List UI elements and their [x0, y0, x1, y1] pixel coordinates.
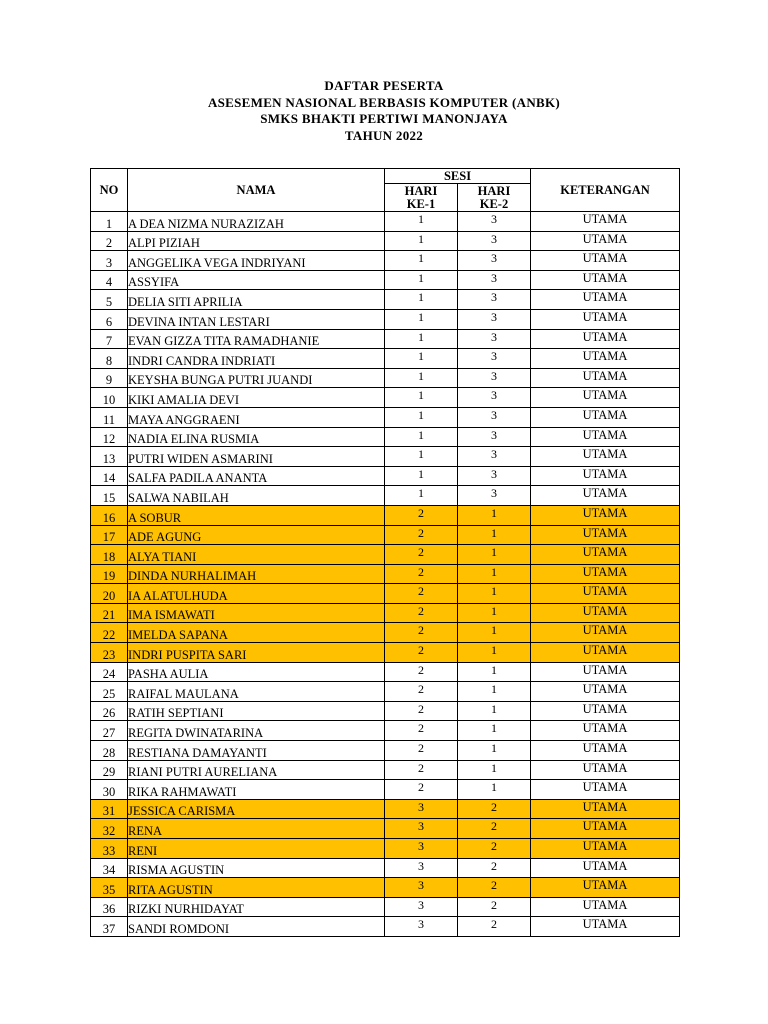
cell-hari-1: 1: [385, 309, 458, 329]
cell-nama: IA ALATULHUDA: [128, 584, 385, 604]
table-row: [91, 623, 680, 643]
table-body: [91, 212, 680, 937]
cell-keterangan: UTAMA: [531, 290, 680, 310]
cell-hari-1: 1: [385, 447, 458, 467]
cell-hari-2: 1: [458, 505, 531, 525]
table-row: [91, 545, 680, 565]
header-no: NO: [91, 169, 128, 212]
cell-hari-1: 1: [385, 427, 458, 447]
cell-no: 29: [91, 760, 128, 780]
cell-nama: SALFA PADILA ANANTA: [128, 466, 385, 486]
cell-hari-1: 2: [385, 780, 458, 800]
cell-keterangan: UTAMA: [531, 329, 680, 349]
cell-hari-1: 1: [385, 349, 458, 369]
cell-nama: RATIH SEPTIANI: [128, 701, 385, 721]
cell-nama: PASHA AULIA: [128, 662, 385, 682]
title-line-4: TAHUN 2022: [344, 127, 424, 143]
table-row: [91, 799, 680, 819]
cell-nama: DEVINA INTAN LESTARI: [128, 309, 385, 329]
cell-hari-2: 3: [458, 212, 531, 232]
table-row: [91, 407, 680, 427]
cell-hari-2: 2: [458, 917, 531, 937]
cell-keterangan: UTAMA: [531, 584, 680, 604]
cell-hari-1: 2: [385, 623, 458, 643]
cell-keterangan: UTAMA: [531, 486, 680, 506]
cell-nama: KEYSHA BUNGA PUTRI JUANDI: [128, 368, 385, 388]
cell-keterangan: UTAMA: [531, 270, 680, 290]
table-row: [91, 662, 680, 682]
cell-hari-1: 3: [385, 799, 458, 819]
cell-hari-1: 1: [385, 368, 458, 388]
title-line-3: SMKS BHAKTI PERTIWI MANONJAYA: [260, 111, 508, 126]
cell-hari-2: 2: [458, 858, 531, 878]
cell-hari-1: 2: [385, 545, 458, 565]
title-line-1: DAFTAR PESERTA: [324, 78, 444, 93]
cell-hari-2: 3: [458, 427, 531, 447]
cell-hari-2: 3: [458, 231, 531, 251]
cell-hari-2: 1: [458, 760, 531, 780]
cell-keterangan: UTAMA: [531, 643, 680, 663]
cell-keterangan: UTAMA: [531, 917, 680, 937]
cell-nama: MAYA ANGGRAENI: [128, 407, 385, 427]
header-hari-2: [458, 184, 531, 212]
cell-no: 33: [91, 839, 128, 859]
cell-hari-1: 2: [385, 760, 458, 780]
cell-keterangan: UTAMA: [531, 721, 680, 741]
header-hari-1: [385, 184, 458, 212]
header-hari-2-label: HARI KE-2: [477, 183, 511, 211]
cell-nama: ANGGELIKA VEGA INDRIYANI: [128, 251, 385, 271]
table-row: [91, 486, 680, 506]
participant-table: [90, 168, 680, 937]
table-row: [91, 701, 680, 721]
cell-hari-1: 1: [385, 270, 458, 290]
cell-hari-2: 1: [458, 662, 531, 682]
cell-hari-1: 1: [385, 231, 458, 251]
cell-hari-2: 3: [458, 486, 531, 506]
cell-no: 23: [91, 643, 128, 663]
cell-hari-1: 1: [385, 466, 458, 486]
cell-keterangan: UTAMA: [531, 231, 680, 251]
cell-no: 17: [91, 525, 128, 545]
cell-no: 37: [91, 917, 128, 937]
cell-nama: EVAN GIZZA TITA RAMADHANIE: [128, 329, 385, 349]
cell-no: 16: [91, 505, 128, 525]
cell-no: 3: [91, 251, 128, 271]
cell-keterangan: UTAMA: [531, 349, 680, 369]
cell-no: 2: [91, 231, 128, 251]
cell-no: 24: [91, 662, 128, 682]
cell-keterangan: UTAMA: [531, 819, 680, 839]
cell-hari-1: 2: [385, 564, 458, 584]
cell-hari-2: 1: [458, 603, 531, 623]
cell-hari-1: 1: [385, 329, 458, 349]
cell-hari-2: 3: [458, 407, 531, 427]
table-row: [91, 643, 680, 663]
cell-nama: A DEA NIZMA NURAZIZAH: [128, 212, 385, 232]
cell-nama: RENA: [128, 819, 385, 839]
table-row: [91, 329, 680, 349]
cell-no: 7: [91, 329, 128, 349]
table-row: [91, 741, 680, 761]
cell-nama: PUTRI WIDEN ASMARINI: [128, 447, 385, 467]
title-line-2: ASESEMEN NASIONAL BERBASIS KOMPUTER (ANBK): [207, 94, 561, 110]
cell-hari-2: 3: [458, 251, 531, 271]
cell-nama: IMELDA SAPANA: [128, 623, 385, 643]
cell-no: 36: [91, 897, 128, 917]
cell-keterangan: UTAMA: [531, 564, 680, 584]
table-row: [91, 349, 680, 369]
cell-keterangan: UTAMA: [531, 388, 680, 408]
cell-nama: RESTIANA DAMAYANTI: [128, 741, 385, 761]
cell-keterangan: UTAMA: [531, 603, 680, 623]
cell-hari-2: 2: [458, 839, 531, 859]
cell-hari-1: 1: [385, 212, 458, 232]
cell-no: 26: [91, 701, 128, 721]
table-row: [91, 270, 680, 290]
table-row: [91, 290, 680, 310]
cell-keterangan: UTAMA: [531, 251, 680, 271]
table-row: [91, 251, 680, 271]
table-row: [91, 897, 680, 917]
cell-no: 30: [91, 780, 128, 800]
cell-hari-1: 2: [385, 741, 458, 761]
table-row: [91, 682, 680, 702]
cell-nama: RIANI PUTRI AURELIANA: [128, 760, 385, 780]
cell-keterangan: UTAMA: [531, 545, 680, 565]
cell-hari-2: 3: [458, 270, 531, 290]
cell-keterangan: UTAMA: [531, 799, 680, 819]
cell-no: 11: [91, 407, 128, 427]
cell-hari-1: 1: [385, 388, 458, 408]
cell-keterangan: UTAMA: [531, 212, 680, 232]
cell-nama: IMA ISMAWATI: [128, 603, 385, 623]
cell-nama: ALYA TIANI: [128, 545, 385, 565]
cell-no: 34: [91, 858, 128, 878]
cell-keterangan: UTAMA: [531, 780, 680, 800]
cell-keterangan: UTAMA: [531, 839, 680, 859]
cell-hari-2: 3: [458, 329, 531, 349]
cell-keterangan: UTAMA: [531, 897, 680, 917]
cell-hari-2: 3: [458, 466, 531, 486]
cell-nama: RAIFAL MAULANA: [128, 682, 385, 702]
cell-hari-2: 3: [458, 368, 531, 388]
cell-nama: A SOBUR: [128, 505, 385, 525]
cell-hari-2: 1: [458, 721, 531, 741]
cell-hari-1: 2: [385, 584, 458, 604]
cell-hari-2: 3: [458, 349, 531, 369]
table-row: [91, 564, 680, 584]
table-row: [91, 584, 680, 604]
header-nama: NAMA: [128, 169, 385, 212]
cell-hari-1: 2: [385, 505, 458, 525]
cell-nama: SANDI ROMDONI: [128, 917, 385, 937]
cell-hari-1: 1: [385, 407, 458, 427]
cell-hari-2: 1: [458, 584, 531, 604]
cell-no: 21: [91, 603, 128, 623]
cell-nama: KIKI AMALIA DEVI: [128, 388, 385, 408]
cell-keterangan: UTAMA: [531, 407, 680, 427]
cell-hari-1: 1: [385, 290, 458, 310]
cell-no: 18: [91, 545, 128, 565]
cell-hari-1: 2: [385, 662, 458, 682]
cell-no: 35: [91, 878, 128, 898]
cell-nama: INDRI PUSPITA SARI: [128, 643, 385, 663]
cell-no: 14: [91, 466, 128, 486]
cell-hari-2: 1: [458, 741, 531, 761]
cell-hari-2: 2: [458, 897, 531, 917]
cell-no: 19: [91, 564, 128, 584]
cell-keterangan: UTAMA: [531, 878, 680, 898]
table-row: [91, 603, 680, 623]
cell-nama: INDRI CANDRA INDRIATI: [128, 349, 385, 369]
cell-hari-2: 1: [458, 643, 531, 663]
cell-hari-2: 3: [458, 388, 531, 408]
table-row: [91, 525, 680, 545]
cell-no: 32: [91, 819, 128, 839]
cell-hari-2: 3: [458, 447, 531, 467]
cell-no: 12: [91, 427, 128, 447]
cell-no: 10: [91, 388, 128, 408]
table-row: [91, 858, 680, 878]
header-hari-1-label: HARI KE-1: [404, 183, 438, 211]
cell-no: 28: [91, 741, 128, 761]
cell-hari-2: 1: [458, 545, 531, 565]
cell-hari-1: 2: [385, 603, 458, 623]
cell-hari-1: 3: [385, 878, 458, 898]
cell-no: 1: [91, 212, 128, 232]
table-row: [91, 212, 680, 232]
cell-hari-1: 3: [385, 839, 458, 859]
cell-hari-2: 2: [458, 819, 531, 839]
table-row: [91, 721, 680, 741]
cell-nama: RENI: [128, 839, 385, 859]
cell-keterangan: UTAMA: [531, 466, 680, 486]
cell-keterangan: UTAMA: [531, 525, 680, 545]
cell-nama: SALWA NABILAH: [128, 486, 385, 506]
header-sesi: SESI: [385, 169, 531, 184]
cell-hari-2: 2: [458, 799, 531, 819]
cell-nama: DINDA NURHALIMAH: [128, 564, 385, 584]
cell-keterangan: UTAMA: [531, 447, 680, 467]
table-row: [91, 819, 680, 839]
cell-nama: RISMA AGUSTIN: [128, 858, 385, 878]
cell-hari-1: 3: [385, 858, 458, 878]
cell-nama: ASSYIFA: [128, 270, 385, 290]
table-row: [91, 466, 680, 486]
cell-hari-1: 3: [385, 819, 458, 839]
cell-no: 20: [91, 584, 128, 604]
document-title: [0, 78, 768, 144]
cell-keterangan: UTAMA: [531, 309, 680, 329]
cell-hari-1: 2: [385, 525, 458, 545]
cell-no: 15: [91, 486, 128, 506]
cell-hari-2: 3: [458, 290, 531, 310]
cell-no: 6: [91, 309, 128, 329]
cell-nama: ADE AGUNG: [128, 525, 385, 545]
cell-nama: REGITA DWINATARINA: [128, 721, 385, 741]
table-row: [91, 839, 680, 859]
cell-hari-1: 2: [385, 643, 458, 663]
cell-keterangan: UTAMA: [531, 505, 680, 525]
cell-nama: RITA AGUSTIN: [128, 878, 385, 898]
cell-hari-1: 3: [385, 897, 458, 917]
cell-hari-1: 1: [385, 486, 458, 506]
cell-nama: RIKA RAHMAWATI: [128, 780, 385, 800]
cell-no: 5: [91, 290, 128, 310]
cell-keterangan: UTAMA: [531, 760, 680, 780]
cell-hari-2: 1: [458, 525, 531, 545]
cell-keterangan: UTAMA: [531, 368, 680, 388]
cell-hari-2: 2: [458, 878, 531, 898]
table-row: [91, 231, 680, 251]
cell-hari-2: 1: [458, 701, 531, 721]
cell-no: 31: [91, 799, 128, 819]
cell-no: 9: [91, 368, 128, 388]
table-row: [91, 388, 680, 408]
cell-keterangan: UTAMA: [531, 741, 680, 761]
cell-nama: DELIA SITI APRILIA: [128, 290, 385, 310]
cell-keterangan: UTAMA: [531, 427, 680, 447]
cell-keterangan: UTAMA: [531, 623, 680, 643]
cell-no: 8: [91, 349, 128, 369]
cell-nama: JESSICA CARISMA: [128, 799, 385, 819]
table-row: [91, 427, 680, 447]
table-row: [91, 368, 680, 388]
table-row: [91, 780, 680, 800]
cell-no: 25: [91, 682, 128, 702]
table-row: [91, 917, 680, 937]
cell-hari-1: 2: [385, 721, 458, 741]
header-keterangan: KETERANGAN: [531, 169, 680, 212]
cell-hari-1: 3: [385, 917, 458, 937]
cell-hari-1: 1: [385, 251, 458, 271]
table-row: [91, 760, 680, 780]
cell-keterangan: UTAMA: [531, 858, 680, 878]
cell-hari-1: 2: [385, 682, 458, 702]
table-row: [91, 447, 680, 467]
cell-keterangan: UTAMA: [531, 701, 680, 721]
cell-hari-2: 1: [458, 623, 531, 643]
cell-hari-1: 2: [385, 701, 458, 721]
cell-hari-2: 1: [458, 682, 531, 702]
cell-no: 22: [91, 623, 128, 643]
table-row: [91, 505, 680, 525]
cell-nama: ALPI PIZIAH: [128, 231, 385, 251]
cell-keterangan: UTAMA: [531, 682, 680, 702]
cell-no: 13: [91, 447, 128, 467]
cell-hari-2: 1: [458, 780, 531, 800]
cell-hari-2: 3: [458, 309, 531, 329]
table-row: [91, 309, 680, 329]
cell-keterangan: UTAMA: [531, 662, 680, 682]
cell-no: 4: [91, 270, 128, 290]
table-row: [91, 878, 680, 898]
cell-no: 27: [91, 721, 128, 741]
cell-nama: NADIA ELINA RUSMIA: [128, 427, 385, 447]
cell-hari-2: 1: [458, 564, 531, 584]
cell-nama: RIZKI NURHIDAYAT: [128, 897, 385, 917]
